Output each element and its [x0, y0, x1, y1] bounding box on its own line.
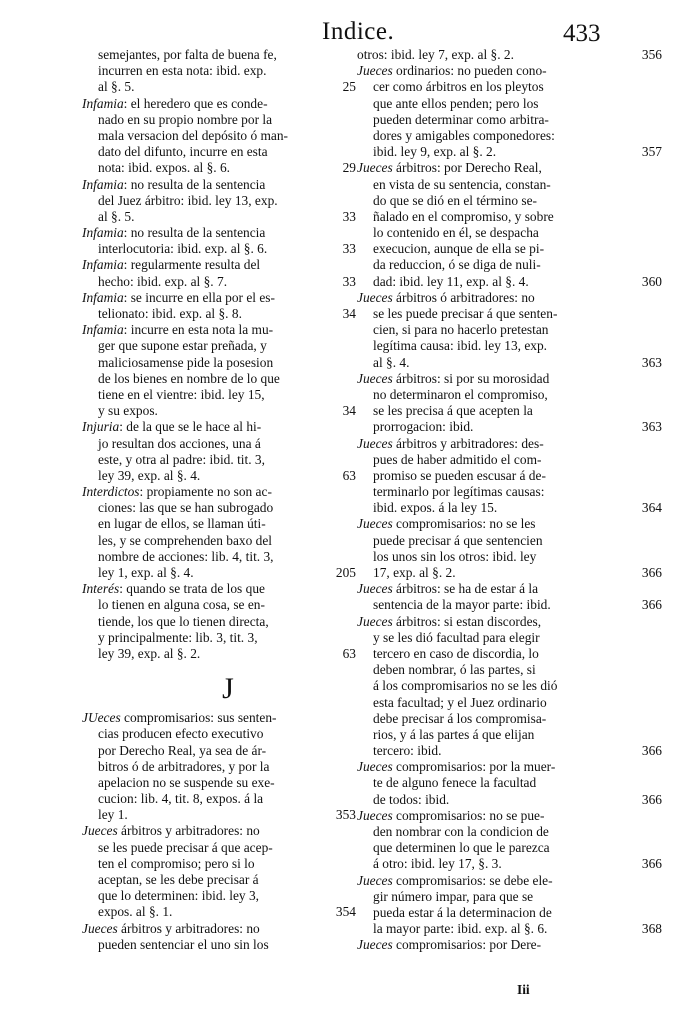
entry-line: [357, 306, 619, 322]
entry-text: nota: ibid. expos. al §. 6.: [98, 160, 231, 176]
entry-line: [357, 144, 662, 160]
index-entry: [82, 95, 356, 177]
entry-line: [357, 775, 619, 791]
entry-text: en lugar de ellos, se llaman úti-: [98, 516, 266, 532]
entry-text: hecho: ibid. exp. al §. 7.: [98, 273, 228, 289]
entry-line: [82, 79, 356, 95]
entry-text: dores y amigables componedores:: [373, 127, 555, 143]
entry-text: : no resulta de la sentencia: [123, 225, 266, 241]
entry-text: por Derecho Real, ya sea de ár-: [98, 742, 267, 758]
page-reference: 353: [335, 807, 356, 823]
entry-text: á otro: ibid. ley 17, §. 3.: [373, 856, 502, 872]
entry-text: maliciosamense pide la posesion: [98, 354, 274, 370]
entry-text: ibid. expos. á la ley 15.: [373, 500, 498, 516]
entry-line: [357, 468, 619, 484]
entry-text: cucion: lib. 4, tit. 8, expos. á la: [98, 791, 264, 807]
entry-text: los unos sin los otros: ibid. ley: [373, 548, 537, 564]
entry-keyword: Infamia: [82, 322, 124, 338]
entry-text: no determinaron el compromiso,: [373, 386, 548, 402]
entry-text: tercero en caso de discordia, lo: [373, 645, 539, 661]
index-entry: [82, 322, 356, 419]
entry-line: [82, 775, 344, 791]
entry-text: lo tienen en alguna cosa, se en-: [98, 597, 265, 613]
entry-line: [82, 306, 356, 322]
entry-line: [357, 921, 662, 937]
entry-line: [357, 759, 619, 775]
entry-keyword: Infamia: [82, 176, 124, 192]
index-entry: [357, 759, 662, 808]
entry-keyword: Jueces: [357, 937, 393, 953]
entry-text: en vista de su sentencia, constan-: [373, 176, 551, 192]
entry-text: árbitros: por Derecho Real,: [392, 160, 542, 176]
entry-line: [82, 500, 344, 516]
index-entry: [82, 176, 356, 226]
entry-text: execucion, aunque de ella se pi-: [373, 241, 545, 257]
entry-line: [82, 533, 344, 549]
entry-text: que ante ellos penden; pero los: [373, 95, 539, 111]
entry-text: : el heredero que es conde-: [123, 95, 268, 111]
entry-line: [357, 47, 662, 63]
entry-line: [82, 516, 344, 532]
entry-line: [357, 241, 619, 257]
entry-text: apelacion no se suspende su exe-: [98, 774, 275, 790]
entry-text: jo resultan dos acciones, una á: [98, 435, 261, 451]
index-entry: [82, 257, 356, 289]
page-reference: 63: [342, 645, 356, 661]
entry-line: [357, 597, 662, 613]
entry-text: de los bienes en nombre de lo que: [98, 370, 280, 386]
entry-text: telionato: ibid. exp. al §. 8.: [98, 306, 242, 321]
entry-line: [357, 419, 662, 435]
page-reference: 356: [641, 47, 662, 62]
entry-text: árbitros: se ha de estar á la: [392, 581, 539, 597]
entry-line: [357, 791, 662, 808]
entry-line: [82, 840, 344, 856]
entry-line: [357, 436, 619, 452]
page-reference: 33: [342, 208, 356, 224]
entry-text: rios, y á las partes á que elijan: [373, 726, 535, 742]
right-column: [357, 47, 662, 954]
entry-text: árbitros ó arbitradores: no: [392, 289, 535, 305]
entry-keyword: Infamia: [82, 289, 124, 305]
entry-text: de todos: ibid.: [373, 791, 450, 807]
entry-line: [82, 467, 356, 484]
entry-text: promiso se pueden escusar á de-: [373, 467, 546, 483]
page-reference: 33: [342, 273, 356, 289]
entry-text: les, y se comprehenden baxo del: [98, 532, 273, 548]
entry-text: bitros ó de arbitradores, y por la: [98, 758, 270, 774]
entry-line: [82, 937, 344, 953]
index-entry: [357, 370, 662, 436]
page-reference: 366: [641, 597, 662, 613]
entry-text: otros: ibid. ley 7, exp. al §. 2.: [357, 47, 514, 62]
entry-line: [357, 581, 619, 597]
entry-text: compromisarios: se debe ele-: [392, 872, 553, 888]
entry-line: [357, 905, 619, 921]
entry-line: [82, 436, 344, 452]
entry-line: [357, 662, 619, 678]
page-reference: 25: [342, 79, 356, 95]
entry-keyword: Interés: [82, 581, 120, 597]
entry-keyword: Jueces: [357, 289, 393, 305]
index-entry: [357, 435, 662, 517]
index-entry: [82, 289, 356, 322]
entry-keyword: Infamia: [82, 95, 124, 111]
catchword: Iii: [517, 982, 530, 997]
entry-text: debe precisar á los compromisa-: [373, 710, 547, 726]
entry-text: que lo determinen: ibid. ley 3,: [98, 888, 260, 904]
entry-text: pues de haber admitido el com-: [373, 451, 542, 467]
entry-line: [82, 759, 344, 775]
index-entry: [82, 710, 356, 823]
page-reference: 34: [342, 403, 356, 419]
entry-line: [357, 873, 619, 889]
page-reference: 33: [342, 241, 356, 257]
entry-line: [82, 743, 344, 759]
entry-line: [82, 904, 356, 920]
entry-line: [357, 484, 619, 500]
entry-line: [82, 47, 344, 63]
entry-line: [357, 743, 662, 759]
page-reference: 205: [335, 565, 356, 580]
entry-keyword: Jueces: [357, 807, 393, 823]
entry-line: [357, 160, 619, 176]
page-reference: 368: [641, 921, 662, 937]
entry-keyword: Jueces: [357, 581, 393, 597]
entry-text: del Juez árbitro: ibid. ley 13, exp.: [98, 192, 278, 208]
entry-line: [82, 403, 356, 419]
index-entry: [357, 613, 662, 760]
entry-line: [357, 711, 619, 727]
entry-text: al §. 5.: [98, 79, 135, 95]
index-entry: [357, 516, 662, 581]
entry-line: [357, 79, 619, 95]
entry-text: ibid. ley 9, exp. al §. 2.: [373, 144, 497, 160]
entry-line: [357, 614, 619, 630]
entry-text: se les puede precisar á que senten-: [373, 306, 558, 321]
entry-text: este, y otra al padre: ibid. tit. 3,: [98, 451, 265, 467]
entry-text: árbitros y arbitradores: des-: [392, 435, 544, 451]
entry-text: : quando se trata de los que: [119, 581, 265, 597]
entry-text: al §. 4.: [373, 354, 410, 370]
entry-keyword: Jueces: [357, 370, 393, 386]
entry-text: puede precisar á que sentencien: [373, 532, 543, 548]
entry-line: [357, 937, 619, 953]
page-reference: 63: [342, 467, 356, 483]
page-reference: 363: [641, 354, 662, 370]
index-entry: [82, 225, 356, 257]
entry-keyword: Jueces: [357, 160, 393, 176]
entry-text: pueda estar á la determinacion de: [373, 904, 552, 920]
entry-text: dato del difunto, incurre en esta: [98, 144, 268, 160]
entry-text: se les precisa á que acepten la: [373, 403, 533, 419]
entry-line: [82, 888, 344, 904]
entry-text: : se incurre en ella por el es-: [123, 289, 275, 305]
entry-text: da reduccion, ó se diga de nuli-: [373, 257, 541, 273]
entry-text: ley 1.: [98, 807, 128, 823]
entry-line: [82, 208, 356, 225]
entry-line: [357, 856, 662, 872]
entry-line: [357, 549, 619, 565]
entry-text: aceptan, se les debe precisar á: [98, 872, 259, 887]
page-reference: 34: [342, 306, 356, 321]
index-entry: [357, 47, 662, 63]
entry-line: [357, 824, 619, 840]
entry-line: [82, 581, 344, 597]
index-entry: [82, 921, 344, 953]
index-entry: [357, 581, 662, 613]
entry-text: compromisarios: no se les: [392, 516, 536, 532]
entry-keyword: Jueces: [82, 823, 118, 839]
entry-text: sentencia de la mayor parte: ibid.: [373, 597, 551, 613]
entry-text: gir número impar, para que se: [373, 888, 534, 904]
entry-line: [82, 112, 344, 128]
entry-text: pueden determinar como arbitra-: [373, 111, 549, 127]
entry-text: árbitros y arbitradores: no: [117, 920, 260, 936]
page-reference: 29: [342, 160, 356, 176]
page-reference: 366: [641, 856, 662, 872]
page-reference: 366: [641, 791, 662, 807]
entry-text: ley 39, exp. al §. 2.: [98, 645, 201, 661]
entry-text: : propiamente no son ac-: [139, 484, 272, 500]
entry-line: [82, 63, 344, 79]
entry-line: [357, 177, 619, 193]
page-number: 433: [563, 20, 601, 47]
entry-text: se les puede precisar á que acep-: [98, 839, 273, 855]
entry-line: [357, 96, 619, 112]
index-entry: [82, 419, 356, 484]
entry-line: [82, 128, 344, 144]
entry-text: nombre de acciones: lib. 4, tit. 3,: [98, 548, 274, 564]
entry-text: dad: ibid. ley 11, exp. al §. 4.: [373, 273, 529, 289]
page-reference: 364: [641, 500, 662, 516]
entry-keyword: JUeces: [82, 710, 121, 726]
entry-line: [357, 322, 619, 338]
entry-text: te de alguno fenece la facultad: [373, 775, 537, 791]
entry-text: interlocutoria: ibid. exp. al §. 6.: [98, 241, 268, 257]
entry-keyword: Infamia: [82, 225, 124, 241]
entry-text: ley 1, exp. al §. 4.: [98, 565, 194, 580]
entry-text: compromisarios: sus senten-: [120, 710, 277, 726]
entry-line: [357, 403, 619, 419]
entry-text: y su expos.: [98, 403, 158, 419]
entry-text: esta facultad; y el Juez ordinario: [373, 694, 547, 710]
entry-line: [82, 549, 344, 565]
entry-line: [82, 387, 344, 403]
entry-line: [357, 128, 619, 144]
entry-text: expos. al §. 1.: [98, 904, 173, 920]
entry-text: : no resulta de la sentencia: [123, 176, 266, 192]
entry-text: legítima causa: ibid. ley 13, exp.: [373, 338, 548, 354]
entry-keyword: Interdictos: [82, 484, 140, 500]
index-entry: [82, 581, 356, 662]
index-entry: [357, 937, 619, 953]
entry-line: [82, 614, 344, 630]
entry-line: [82, 322, 344, 338]
entry-line: [82, 484, 344, 500]
entry-text: árbitros: si estan discordes,: [392, 613, 542, 629]
entry-keyword: Jueces: [357, 613, 393, 629]
entry-line: [82, 225, 344, 241]
entry-text: incurren en esta nota: ibid. exp.: [98, 63, 267, 79]
entry-text: cer como árbitros en los pleytos: [373, 79, 544, 95]
entry-line: [357, 646, 619, 662]
entry-line: [82, 371, 344, 387]
entry-line: [357, 257, 619, 273]
entry-line: [82, 856, 344, 872]
entry-keyword: Jueces: [357, 872, 393, 888]
entry-text: ten el compromiso; pero si lo: [98, 855, 255, 871]
entry-text: tiende, los que lo tienen directa,: [98, 613, 269, 629]
entry-line: [357, 727, 619, 743]
entry-text: 17, exp. al §. 2.: [373, 565, 456, 580]
entry-keyword: Jueces: [357, 759, 393, 775]
entry-text: pueden sentenciar el uno sin los: [98, 936, 269, 952]
entry-line: [357, 112, 619, 128]
entry-line: [357, 290, 619, 306]
entry-keyword: Jueces: [82, 920, 118, 936]
entry-line: [82, 823, 344, 839]
entry-line: [82, 144, 344, 160]
entry-line: [82, 872, 344, 888]
entry-text: compromisarios: por la muer-: [392, 759, 556, 775]
entry-line: [82, 273, 356, 290]
entry-line: [357, 63, 619, 79]
entry-line: [82, 630, 344, 646]
entry-line: [82, 565, 356, 581]
entry-text: do que se dió en el término se-: [373, 192, 537, 208]
entry-text: que determinen lo que le parezca: [373, 840, 550, 856]
entry-line: [82, 290, 344, 306]
entry-line: [357, 371, 619, 387]
entry-text: lo contenido en él, se despacha: [373, 225, 539, 241]
entry-text: : de la que se le hace al hi-: [119, 419, 262, 435]
index-entry: [82, 47, 356, 96]
entry-line: [357, 209, 619, 225]
entry-text: ñalado en el compromiso, y sobre: [373, 208, 554, 224]
entry-text: ger que supone estar preñada, y: [98, 338, 267, 354]
entry-line: [357, 889, 619, 905]
entry-keyword: Injuria: [82, 419, 120, 435]
entry-text: y se les dió facultad para elegir: [373, 629, 540, 645]
entry-line: [357, 452, 619, 468]
entry-text: compromisarios: no se pue-: [392, 807, 545, 823]
entry-text: deben nombrar, ó las partes, si: [373, 662, 536, 678]
entry-keyword: Jueces: [357, 435, 393, 451]
entry-line: [82, 791, 344, 807]
entry-line: [82, 807, 356, 823]
entry-text: á los compromisarios no se les dió: [373, 678, 558, 694]
page-reference: 363: [641, 419, 662, 435]
entry-line: [82, 355, 344, 371]
entry-line: [357, 338, 619, 354]
entry-line: [82, 452, 344, 468]
page-reference: 357: [641, 144, 662, 160]
entry-text: la mayor parte: ibid. exp. al §. 6.: [373, 921, 548, 937]
page-reference: 360: [641, 273, 662, 289]
entry-text: ordinarios: no pueden cono-: [392, 63, 547, 79]
entry-line: [82, 96, 344, 112]
entry-line: [82, 710, 344, 726]
entry-text: al §. 5.: [98, 208, 135, 224]
entry-text: y principalmente: lib. 3, tit. 3,: [98, 629, 258, 645]
entry-line: [82, 645, 356, 662]
index-entry: [357, 807, 662, 873]
entry-line: [357, 565, 662, 581]
entry-line: [82, 241, 356, 257]
entry-line: [357, 387, 619, 403]
entry-line: [82, 921, 344, 937]
entry-text: ley 39, exp. al §. 4.: [98, 467, 201, 483]
entry-text: tercero: ibid.: [373, 743, 442, 759]
entry-line: [82, 160, 356, 176]
index-entry: [357, 63, 662, 160]
index-entry: [82, 484, 356, 581]
entry-line: [357, 225, 619, 241]
page-reference: 354: [335, 904, 356, 920]
entry-text: den nombrar con la condicion de: [373, 824, 549, 839]
entry-text: terminarlo por legítimas causas:: [373, 484, 545, 500]
entry-line: [82, 419, 344, 435]
entry-line: [357, 273, 662, 290]
entry-text: árbitros y arbitradores: no: [117, 823, 260, 839]
index-entry: [357, 160, 662, 290]
entry-line: [357, 193, 619, 209]
entry-text: semejantes, por falta de buena fe,: [98, 47, 277, 62]
entry-line: [357, 516, 619, 532]
section-letter: J: [222, 672, 234, 706]
entry-keyword: Jueces: [357, 63, 393, 79]
page-reference: 366: [641, 565, 662, 580]
entry-line: [82, 193, 344, 209]
entry-text: prorrogacion: ibid.: [373, 419, 474, 435]
entry-text: compromisarios: por Dere-: [392, 937, 542, 953]
page-title: Indice.: [322, 18, 395, 45]
entry-line: [357, 500, 662, 516]
index-entry: [357, 289, 662, 371]
entry-line: [357, 808, 619, 824]
entry-text: ciones: las que se han subrogado: [98, 500, 274, 516]
entry-line: [82, 726, 344, 742]
entry-line: [357, 695, 619, 711]
left-column: [82, 47, 356, 953]
entry-text: : regularmente resulta del: [123, 257, 261, 273]
entry-line: [82, 257, 344, 273]
entry-line: [357, 533, 619, 549]
entry-text: : incurre en esta nota la mu-: [123, 322, 274, 338]
entry-keyword: Infamia: [82, 257, 124, 273]
entry-keyword: Jueces: [357, 516, 393, 532]
entry-line: [82, 338, 344, 354]
entry-line: [357, 630, 619, 646]
entry-line: [82, 597, 344, 613]
entry-line: [357, 678, 619, 694]
entry-text: nado en su propio nombre por la: [98, 111, 273, 127]
page-reference: 366: [641, 743, 662, 759]
entry-text: mala versacion del depósito ó man-: [98, 127, 289, 143]
index-entry: [82, 823, 356, 920]
entry-text: cias producen efecto executivo: [98, 726, 264, 742]
entry-line: [357, 840, 619, 856]
entry-line: [357, 354, 662, 371]
entry-line: [82, 177, 344, 193]
entry-text: cien, si para no hacerlo pretestan: [373, 322, 549, 338]
index-entry: [357, 872, 662, 938]
entry-text: tiene en el vientre: ibid. ley 15,: [98, 386, 265, 402]
entry-text: árbitros: si por su morosidad: [392, 370, 550, 386]
